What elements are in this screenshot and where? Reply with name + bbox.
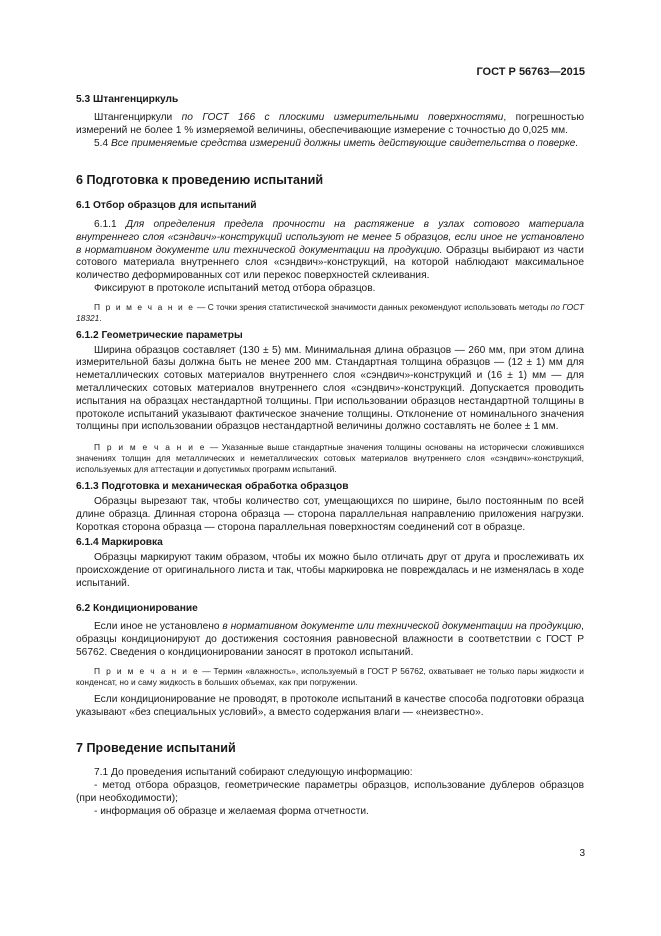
section-6-1-1-text: 6.1.1 Для определения предела прочности на растяжение в узлах сотового материала внутреннего слоя «сэндвич»-конструкций используют не менее 5 образцов, если иное не установлено в нормативном документе или технической документации на продукцию. Образцы выбирают из части сотового материала внутреннего слоя «сэндвич»-конструкций, на которой наблюдают максимальное количество деформированных сот или перекос поверхностей склеивания. (76, 218, 584, 282)
section-7-1-text: 7.1 До проведения испытаний собирают следующую информацию: (94, 767, 413, 779)
section-6-1-3-text: Образцы вырезают так, чтобы количество сот, умещающихся по ширине, было постоянным по всей длине образца. Длинная сторона образца — сторона параллельная направлению приложения нагрузки. Короткая сторона образца — сторона параллельная поверхностям соединений сот в образце. (76, 495, 584, 533)
page-content (76, 94, 584, 818)
section-6-1-3-title: 6.1.3 Подготовка и механическая обработка образцов (76, 481, 349, 493)
section-6-1-2-note: П р и м е ч а н и е — Указанные выше стандартные значения толщины основаны на исторически сложившихся значениях толщин для металлических и неметаллических сотовых материалов внутреннего слоя «сэндвич»-конструкций, используемых для аттестации и допустимых программ испытаний. (76, 442, 584, 475)
section-5-3-text: Штангенциркули по ГОСТ 166 с плоскими измерительными поверхностями, погрешностью измерений не более 1 % измеряемой величины, обеспечивающие измерение с точностью до 0,025 мм. (76, 111, 584, 136)
section-6-2-text: Если иное не установлено в нормативном документе или технической документации на продукцию, образцы кондиционируют до достижения состояния равновесной влажности в соответствии с ГОСТ Р 56762. Сведения о кондиционировании заносят в протокол испытаний. (76, 621, 584, 658)
list-item: - информация об образце и желаемая форма отчетности. (94, 805, 369, 817)
standard-number: ГОСТ Р 56763—2015 (476, 66, 585, 78)
section-7-title: 7 Проведение испытаний (76, 741, 236, 756)
section-6-1-4-title: 6.1.4 Маркировка (76, 537, 163, 549)
section-6-title: 6 Подготовка к проведению испытаний (76, 173, 324, 188)
section-5-3-title: 5.3 Штангенциркуль (76, 94, 179, 105)
section-5-4-text: 5.4 Все применяемые средства измерений должны иметь действующие свидетельства о поверке. (94, 138, 579, 150)
section-6-1-note: П р и м е ч а н и е — С точки зрения статистической значимости данных рекомендуют использовать методы по ГОСТ 18321. (76, 301, 584, 323)
section-6-1-2-title: 6.1.2 Геометрические параметры (76, 329, 243, 341)
page-number: 3 (579, 848, 585, 859)
section-6-1-title: 6.1 Отбор образцов для испытаний (76, 200, 257, 212)
section-6-2-note: П р и м е ч а н и е — Термин «влажность», используемый в ГОСТ Р 56762, охватывает не только пары жидкости и конденсат, но и саму жидкость в больших объемах, как при погружении. (76, 665, 584, 687)
section-6-2-text-2: Если кондиционирование не проводят, в протоколе испытаний в качестве способа подготовки образца указывают «без специальных условий», а вместо содержания влаги — «неизвестно». (76, 693, 584, 718)
section-6-1-1-protocol: Фиксируют в протоколе испытаний метод отбора образцов. (94, 282, 376, 294)
list-item: - метод отбора образцов, геометрические параметры образцов, использование дублеров образцов (при необходимости); (76, 780, 584, 804)
section-6-2-title: 6.2 Кондиционирование (76, 602, 198, 614)
section-6-1-2-text: Ширина образцов составляет (130 ± 5) мм. Минимальная длина образцов — 260 мм, при этом длина измерительной базы должна быть не менее 200 мм. Стандартная толщина образцов — (12 ± 1) мм для неметаллических сотовых материалов внутреннего слоя «сэндвич»-конструкций и (16 ± 1) мм — для металлических сотовых материалов внутреннего слоя «сэндвич»-конструкций. Допускается проводить испытания на образцах нестандартной толщины. При использовании образцов нестандартной толщины в протоколе испытаний указывают фактическое значение толщины. Отклонение от номинального значения толщины при использовании образцов нестандартной величины должно составлять не более ± 1 мм. (76, 344, 584, 433)
section-6-1-4-text: Образцы маркируют таким образом, чтобы их можно было отличать друг от друга и прослеживать их происхождение от оригинального листа и так, чтобы маркировка не повреждалась и не изменялась в ходе испытаний. (76, 552, 584, 589)
